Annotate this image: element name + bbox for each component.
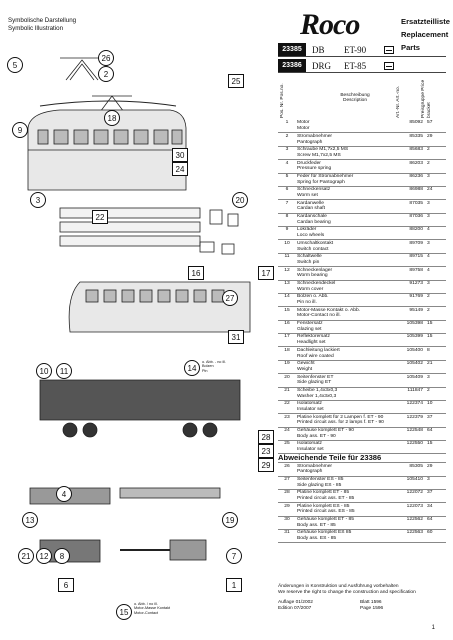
col-pos: Pos. Nr. Pos.no.: [280, 83, 285, 118]
part-description-en: Body ass. ES - 85: [297, 536, 337, 542]
part-price-group: 15: [426, 334, 446, 347]
callout-14-note-de: Bolzen: [202, 364, 214, 369]
table-row: [278, 530, 446, 543]
table-row: [278, 441, 446, 454]
part-price-group: 15: [426, 441, 446, 454]
part-position: 21: [278, 387, 296, 400]
section-title: Abweichende Teile für 23386: [278, 454, 446, 463]
callout-5: 5: [7, 57, 23, 73]
part-article-number: 88200: [400, 227, 426, 240]
callout-19: 19: [222, 512, 238, 528]
part-description-de: Umschaltkontakt: [297, 240, 334, 246]
part-position: 26: [278, 463, 296, 476]
part-position: 27: [278, 476, 296, 489]
part-article-number: 89709: [400, 240, 426, 253]
part-description-de: Schraube M1,7x2,5 MS: [297, 147, 349, 153]
part-position: 29: [278, 503, 296, 516]
part-article-number: 89758: [400, 267, 426, 280]
callout-14: 14: [184, 360, 200, 376]
part-description: [296, 133, 400, 146]
callout-9: 9: [12, 122, 28, 138]
part-position: 4: [278, 160, 296, 173]
part-description: [296, 476, 400, 489]
part-position: 3: [278, 146, 296, 159]
table-row: [278, 133, 446, 146]
part-description-en: Loco wheels: [297, 233, 325, 239]
part-position: 9: [278, 227, 296, 240]
part-description-de: Schneckendeckel: [297, 280, 336, 286]
part-position: 12: [278, 267, 296, 280]
part-article-number: 91769: [400, 293, 426, 306]
table-row: [278, 387, 446, 400]
part-description-en: Motor-Contact no ill.: [297, 313, 341, 319]
part-position: 23: [278, 414, 296, 427]
col-art: Art.-Nr. Art.-no.: [396, 86, 401, 118]
part-price-group: 3: [426, 200, 446, 213]
part-description-de: Kardanwelle: [297, 200, 324, 206]
part-price-group: 3: [426, 173, 446, 186]
part-position: 15: [278, 307, 296, 320]
part-article-number: 105399: [400, 334, 426, 347]
edition-de: Auflage 01/2002: [278, 600, 313, 605]
callout-18: 18: [104, 110, 120, 126]
part-article-number: 122374: [400, 400, 426, 413]
part-price-group: 4: [426, 253, 446, 266]
edition-en: Edition 07/2007: [278, 606, 312, 611]
pantograph-illustration-1: [60, 58, 104, 80]
part-description-en: Body ass. ET - 85: [297, 522, 336, 528]
part-description: [296, 489, 400, 502]
part-description-en: Worm bearing: [297, 273, 328, 279]
part-description-de: Seitenfenster ET: [297, 374, 334, 380]
callout-14-note-noill: o. Abb. - no ill.: [202, 360, 227, 364]
part-position: 25: [278, 441, 296, 454]
part-position: 17: [278, 334, 296, 347]
part-position: 18: [278, 347, 296, 360]
callout-6: 6: [58, 578, 74, 592]
page-number: 1: [431, 625, 435, 631]
part-price-group: 2: [426, 160, 446, 173]
part-description-de: Gehäuse komplett ES 85: [297, 530, 352, 536]
callout-2: 2: [98, 66, 114, 82]
part-price-group: 29: [426, 463, 446, 476]
table-row: [278, 463, 446, 476]
part-price-group: 29: [426, 133, 446, 146]
footer-note-en: We reserve the right to change the construction and specification: [278, 590, 416, 595]
part-position: 6: [278, 186, 296, 199]
table-row: [278, 414, 446, 427]
part-position: 30: [278, 516, 296, 529]
part-position: 2: [278, 133, 296, 146]
part-description-de: Stromabnehmer: [297, 463, 333, 469]
part-description-de: Isolatorsatz: [297, 441, 323, 447]
part-description: [296, 414, 400, 427]
table-row: [278, 400, 446, 413]
table-row: [278, 334, 446, 347]
callout-15: 15: [116, 604, 132, 620]
part-description: [296, 146, 400, 159]
part-price-group: 3: [426, 240, 446, 253]
part-price-group: 2: [426, 307, 446, 320]
callout-13: 13: [22, 512, 38, 528]
part-description-en: Printed circuit ass. ET - 85: [297, 496, 355, 502]
part-price-group: 3: [426, 476, 446, 489]
part-description: [296, 400, 400, 413]
part-description-en: Switch pin: [297, 259, 320, 265]
part-position: 11: [278, 253, 296, 266]
part-description: [296, 516, 400, 529]
part-article-number: 89715: [400, 253, 426, 266]
part-price-group: 64: [426, 516, 446, 529]
part-description-de: Gehäuse komplett ET - 85: [297, 517, 354, 523]
table-row: [278, 347, 446, 360]
part-position: 28: [278, 489, 296, 502]
callout-15-note-de: Motor-Masse Kontakt: [134, 606, 171, 611]
table-row: [278, 173, 446, 186]
part-description-de: Platine komplett ES - 85: [297, 503, 350, 509]
part-description: [296, 186, 400, 199]
table-row: [278, 293, 446, 306]
table-row: [278, 360, 446, 373]
parts-table: [278, 120, 446, 543]
part-position: 20: [278, 374, 296, 387]
callout-8: 8: [54, 548, 70, 564]
part-description-en: Printed circuit ass. for 2 lamps f. ET - 90: [297, 420, 384, 426]
part-description-en: Switch contact: [297, 246, 329, 252]
part-article-number: 86203: [400, 160, 426, 173]
part-price-group: 15: [426, 320, 446, 333]
footer-note-de: Änderungen in Konstruktion und Ausführung vorbehalten: [278, 584, 399, 589]
part-description-de: Schneckenlager: [297, 267, 333, 273]
part-description-de: Platine komplett ET - 85: [297, 490, 350, 496]
part-article-number: 122073: [400, 503, 426, 516]
part-article-number: 85092: [400, 120, 426, 133]
part-article-number: 122379: [400, 414, 426, 427]
weight-illustration: [120, 488, 220, 498]
part-description-de: Scheibe 1,4x3x0,3: [297, 387, 338, 393]
part-article-number: 95149: [400, 307, 426, 320]
table-row: [278, 253, 446, 266]
part-description-en: Insulator set: [297, 447, 324, 453]
part-article-number: 86236: [400, 173, 426, 186]
part-article-number: 87036: [400, 213, 426, 226]
part-description-de: Motor: [297, 120, 310, 126]
part-description-en: Headlight set: [297, 340, 326, 346]
part-price-group: 21: [426, 360, 446, 373]
part-description-de: Stromabnehmer: [297, 133, 333, 139]
part-description: [296, 360, 400, 373]
part-description-de: Platine komplett für 2 Lampen f. ET - 90: [297, 414, 384, 420]
part-description: [296, 240, 400, 253]
part-article-number: 122072: [400, 489, 426, 502]
table-row: [278, 320, 446, 333]
part-price-group: 2: [426, 146, 446, 159]
part-description: [296, 503, 400, 516]
part-description-de: Motor-Masse Kontakt o. Abb.: [297, 307, 361, 313]
part-description-en: Body ass. ET - 90: [297, 433, 336, 439]
callout-15-note: [134, 602, 170, 615]
part-position: 24: [278, 427, 296, 440]
callout-23: 23: [258, 444, 274, 458]
part-price-group: 2: [426, 387, 446, 400]
part-description-de: Gehäuse komplett ET - 90: [297, 428, 354, 434]
part-position: 16: [278, 320, 296, 333]
table-row: [278, 516, 446, 529]
callout-20: 20: [232, 192, 248, 208]
callout-12: 12: [36, 548, 52, 564]
callout-16: 16: [188, 266, 204, 280]
part-description-de: Druckfeder: [297, 160, 321, 166]
callout-14-note: [202, 360, 226, 373]
table-row: [278, 213, 446, 226]
callout-24: 24: [172, 162, 188, 176]
callout-15-note-en: Motor-Contact: [134, 610, 159, 615]
callout-10: 10: [36, 363, 52, 379]
part-description: [296, 293, 400, 306]
table-row: [278, 374, 446, 387]
callout-30: 30: [172, 148, 188, 162]
part-description-de: Schneckensatz: [297, 187, 331, 193]
footer: [278, 584, 416, 612]
part-description-de: Lokräder: [297, 227, 317, 233]
part-description-en: Pantograph: [297, 469, 323, 475]
model-number: 23385: [278, 43, 306, 56]
part-article-number: 87035: [400, 200, 426, 213]
section-header-row: [278, 454, 446, 463]
part-price-group: 37: [426, 414, 446, 427]
part-price-group: 4: [426, 267, 446, 280]
model-row-1: [278, 43, 446, 57]
part-article-number: 111847: [400, 387, 426, 400]
table-row: [278, 427, 446, 440]
era-icon: [384, 46, 394, 54]
part-description: [296, 387, 400, 400]
table-row: [278, 227, 446, 240]
part-description: [296, 280, 400, 293]
part-article-number: 85683: [400, 146, 426, 159]
trailer-body-illustration: [69, 282, 250, 332]
part-price-group: 4: [426, 227, 446, 240]
part-description-de: Seitenfenster ES - 85: [297, 476, 344, 482]
part-article-number: 122548: [400, 427, 426, 440]
part-description-de: Feder für Stromabnehmer: [297, 173, 354, 179]
part-article-number: 122562: [400, 516, 426, 529]
part-price-group: 3: [426, 374, 446, 387]
model-type: ET-90: [344, 44, 367, 55]
roco-logo: Roco: [300, 8, 360, 41]
table-row: [278, 503, 446, 516]
part-description-de: Schaltwelle: [297, 254, 322, 260]
part-description: [296, 374, 400, 387]
part-description: [296, 347, 400, 360]
table-row: [278, 476, 446, 489]
table-row: [278, 186, 446, 199]
part-description-de: Fenstersatz: [297, 321, 323, 327]
part-description-en: Insulator set: [297, 407, 324, 413]
illustration-note-de: Symbolische Darstellung: [8, 17, 77, 24]
part-description-en: Side glazing ET: [297, 380, 332, 386]
callout-14-note-en: Pin: [202, 368, 208, 373]
part-article-number: 85335: [400, 133, 426, 146]
part-description-de: Isolatorsatz: [297, 401, 323, 407]
table-row: [278, 200, 446, 213]
part-description: [296, 160, 400, 173]
part-position: 1: [278, 120, 296, 133]
part-price-group: 64: [426, 427, 446, 440]
part-description: [296, 173, 400, 186]
table-row: [278, 489, 446, 502]
part-article-number: 105398: [400, 320, 426, 333]
part-description-en: Pin no ill.: [297, 300, 317, 306]
part-position: 22: [278, 400, 296, 413]
callout-3: 3: [30, 192, 46, 208]
callout-22: 22: [92, 210, 108, 224]
part-description-en: Roof wire coated: [297, 353, 334, 359]
table-row: [278, 146, 446, 159]
part-article-number: 105402: [400, 360, 426, 373]
part-article-number: 122550: [400, 441, 426, 454]
callout-21: 21: [18, 548, 34, 564]
part-description: [296, 463, 400, 476]
part-description-de: Reflektorersatz: [297, 334, 330, 340]
part-description-en: Worm set: [297, 193, 318, 199]
callout-11: 11: [56, 363, 72, 379]
part-article-number: 105410: [400, 476, 426, 489]
part-description-en: Motor: [297, 126, 310, 132]
part-price-group: 10: [426, 400, 446, 413]
part-position: 31: [278, 530, 296, 543]
part-article-number: 85305: [400, 463, 426, 476]
model-type: ET-85: [344, 60, 367, 71]
part-description-en: Pressure spring: [297, 166, 332, 172]
part-description-en: Cardan shaft: [297, 206, 326, 212]
callout-31: 31: [228, 330, 244, 344]
part-position: 13: [278, 280, 296, 293]
title-de: Ersatzteilliste: [401, 17, 450, 26]
part-description: [296, 227, 400, 240]
part-price-group: 34: [426, 503, 446, 516]
part-position: 7: [278, 200, 296, 213]
col-desc: [315, 93, 395, 103]
part-description-en: Printed circuit ass. ES - 85: [297, 509, 355, 515]
callout-25: 25: [228, 74, 244, 88]
part-price-group: 60: [426, 530, 446, 543]
callout-27: 27: [222, 290, 238, 306]
part-description-en: Screw M1,7x2,5 MS: [297, 152, 341, 158]
table-row: [278, 120, 446, 133]
callout-4: 4: [56, 486, 72, 502]
part-description-en: Worm cover: [297, 286, 324, 292]
table-row: [278, 280, 446, 293]
part-description: [296, 334, 400, 347]
part-article-number: 91273: [400, 280, 426, 293]
part-position: 19: [278, 360, 296, 373]
callout-1: 1: [226, 578, 242, 592]
part-description: [296, 530, 400, 543]
part-article-number: 86988: [400, 186, 426, 199]
table-row: [278, 240, 446, 253]
part-description: [296, 253, 400, 266]
part-description-en: Pantograph: [297, 139, 323, 145]
sheet-de: Blatt 1596: [360, 600, 382, 605]
part-price-group: 57: [426, 120, 446, 133]
part-price-group: 37: [426, 489, 446, 502]
part-description: [296, 307, 400, 320]
part-description: [296, 267, 400, 280]
table-row: [278, 307, 446, 320]
part-description-de: Bolzen o. Abb.: [297, 294, 329, 300]
part-description-en: Washer 1,4x3x0,3: [297, 393, 337, 399]
model-number: 23386: [278, 59, 306, 72]
part-description-en: Spring for Pantograph: [297, 179, 345, 185]
part-price-group: 3: [426, 213, 446, 226]
part-price-group: 8: [426, 347, 446, 360]
table-row: [278, 267, 446, 280]
part-description: [296, 200, 400, 213]
part-description: [296, 120, 400, 133]
part-position: 5: [278, 173, 296, 186]
part-description: [296, 213, 400, 226]
sheet-en: Page 1596: [360, 606, 384, 611]
part-description-en: Weight: [297, 366, 313, 372]
callout-26: 26: [98, 50, 114, 66]
part-description-en: Cardan bearing: [297, 219, 331, 225]
part-description-de: Gewicht: [297, 361, 315, 367]
era-icon: [384, 62, 394, 70]
model-railway: DB: [312, 44, 325, 55]
callout-7: 7: [226, 548, 242, 564]
part-description-de: Kardanschale: [297, 214, 327, 220]
part-price-group: 24: [426, 186, 446, 199]
illustration-note-en: Symbolic Illustration: [8, 25, 64, 32]
model-railway: DRG: [312, 60, 332, 71]
part-description: [296, 320, 400, 333]
table-row: [278, 160, 446, 173]
part-position: 14: [278, 293, 296, 306]
callout-17: 17: [258, 266, 274, 280]
chassis-illustration: [40, 380, 240, 420]
model-row-2: [278, 59, 446, 73]
col-desc-de: Beschreibung: [340, 93, 370, 98]
part-article-number: 122563: [400, 530, 426, 543]
callout-29: 29: [258, 458, 274, 472]
col-price: Preisgruppe Price bracket: [421, 79, 432, 118]
callout-15-note-noill: o. Abb. / no ill.: [134, 602, 158, 606]
col-desc-en: Description: [343, 98, 367, 103]
part-price-group: 2: [426, 293, 446, 306]
part-article-number: 105409: [400, 374, 426, 387]
callout-28: 28: [258, 430, 274, 444]
part-position: 10: [278, 240, 296, 253]
part-description-de: Dachleitung lackiert: [297, 347, 340, 353]
part-description-en: Glazing set: [297, 326, 322, 332]
part-position: 8: [278, 213, 296, 226]
title-en: Replacement Parts: [401, 30, 449, 52]
part-description-en: Side glazing ES - 85: [297, 482, 342, 488]
part-description: [296, 427, 400, 440]
part-price-group: 3: [426, 280, 446, 293]
part-description: [296, 441, 400, 454]
part-article-number: 105400: [400, 347, 426, 360]
